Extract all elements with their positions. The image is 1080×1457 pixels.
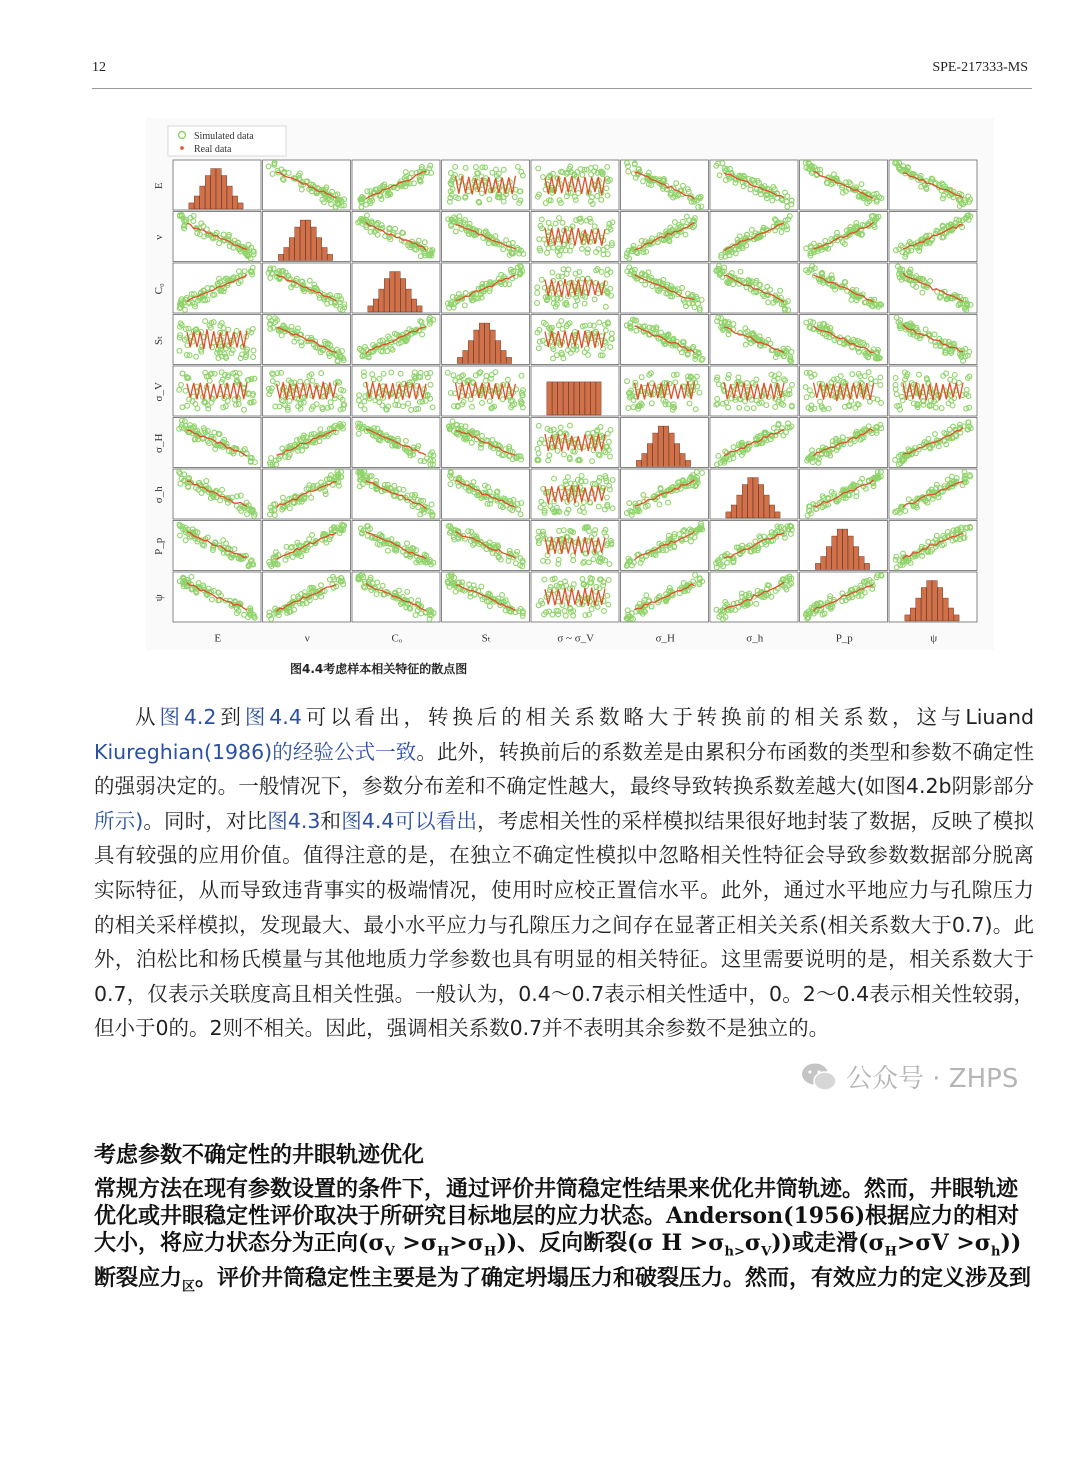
matrix-cell (710, 315, 798, 365)
histogram-bar (948, 608, 953, 621)
text-run: ))断裂应力 (94, 1230, 1022, 1292)
figure-link[interactable]: 图4.4 (244, 705, 302, 729)
histogram-bar (232, 196, 237, 209)
matrix-cell (710, 263, 798, 313)
histogram-bar (653, 433, 658, 466)
row-label: σ_H (153, 433, 165, 453)
column-label: σ ~ σ_V (557, 632, 595, 645)
histogram-bar (311, 227, 316, 260)
legend-real-label: Real data (194, 144, 232, 155)
histogram-bar (563, 382, 568, 415)
subscript: h> (724, 1244, 745, 1260)
matrix-cell (621, 315, 709, 365)
histogram-bar (916, 598, 921, 621)
histogram-bar (731, 505, 736, 518)
histogram-bar (284, 247, 289, 260)
histogram-bar (547, 382, 552, 415)
histogram-bar (938, 588, 943, 621)
figure-link[interactable]: 所示) (94, 808, 144, 833)
column-label: Sₜ (481, 632, 491, 645)
scatter-matrix-figure (146, 118, 994, 650)
reference-link[interactable]: Kiureghian(1986)的经验公式一致 (94, 739, 417, 764)
histogram-bar (295, 227, 300, 260)
histogram-bar (590, 382, 595, 415)
row-label: Sₜ (153, 335, 165, 345)
histogram-bar (932, 581, 937, 621)
histogram-bar (368, 306, 373, 312)
histogram-bar (395, 272, 400, 312)
matrix-cell (263, 315, 351, 365)
matrix-cell (710, 160, 798, 210)
header-rule (92, 88, 1032, 89)
histogram-bar (216, 169, 221, 209)
matrix-cell (173, 366, 261, 416)
histogram-bar (205, 176, 210, 209)
subscript: V (384, 1244, 395, 1260)
histogram-bar (506, 357, 511, 363)
row-label: σ_V (153, 382, 165, 402)
watermark (800, 1058, 1018, 1095)
histogram-bar (954, 615, 959, 621)
figure-link[interactable]: 图4.2 (159, 705, 217, 729)
matrix-cell (352, 469, 440, 519)
histogram-bar (211, 169, 216, 209)
text-run: ))、反向断裂(σ H >σ (496, 1230, 725, 1256)
matrix-cell (263, 366, 351, 416)
text-run: 可以看出，转换后的相关系数略大于转换前的相关系数，这与Liuand (301, 705, 1034, 729)
matrix-cell (621, 160, 709, 210)
histogram-bar (322, 247, 327, 260)
histogram-bar (373, 299, 378, 312)
figure-link[interactable]: 图4.4可以看出 (341, 808, 478, 833)
histogram-bar (726, 512, 731, 518)
histogram-bar (227, 186, 232, 209)
subscript: h (991, 1244, 1001, 1260)
matrix-cell (531, 572, 619, 622)
histogram-bar (222, 176, 227, 209)
matrix-cell (889, 418, 977, 468)
scatter-matrix-chart (146, 118, 994, 650)
matrix-cell (800, 212, 888, 262)
histogram-bar (401, 279, 406, 312)
histogram-bar (854, 547, 859, 570)
histogram-bar (289, 238, 294, 261)
body-paragraph (94, 700, 1034, 1046)
row-label: ν (153, 234, 165, 240)
legend-real-marker (180, 146, 184, 150)
matrix-cell (710, 212, 798, 262)
column-label: σ_H (655, 632, 675, 645)
histogram-bar (910, 608, 915, 621)
histogram-bar (764, 495, 769, 518)
histogram-bar (406, 289, 411, 312)
histogram-bar (552, 382, 557, 415)
histogram-bar (859, 556, 864, 569)
matrix-cell (889, 521, 977, 571)
histogram-bar (384, 279, 389, 312)
matrix-cell (352, 160, 440, 210)
histogram-bar (194, 196, 199, 209)
row-label: E (153, 182, 165, 190)
matrix-cell (800, 572, 888, 622)
histogram-bar (479, 323, 484, 363)
histogram-bar (753, 478, 758, 518)
matrix-cell (263, 572, 351, 622)
histogram-bar (496, 341, 501, 364)
matrix-cell (889, 366, 977, 416)
histogram-bar (390, 272, 395, 312)
histogram-bar (474, 330, 479, 363)
matrix-cell (621, 212, 709, 262)
text-run: 和 (320, 808, 342, 833)
histogram-bar (574, 382, 579, 415)
matrix-cell (263, 263, 351, 313)
matrix-cell (800, 366, 888, 416)
text-run: 。同时，对比 (143, 808, 268, 833)
histogram-bar (317, 238, 322, 261)
matrix-cell (531, 469, 619, 519)
histogram-bar (769, 505, 774, 518)
histogram-bar (748, 478, 753, 518)
chart-legend (168, 126, 286, 156)
matrix-cell (889, 572, 977, 622)
matrix-cell (531, 418, 619, 468)
histogram-bar (821, 556, 826, 569)
matrix-cell (442, 469, 530, 519)
row-label: ψ (153, 594, 165, 602)
document-code: SPE-217333-MS (932, 60, 1028, 75)
matrix-cell (352, 366, 440, 416)
histogram-bar (848, 536, 853, 569)
matrix-cell (173, 572, 261, 622)
text-run: 从 (135, 705, 160, 729)
histogram-bar (759, 485, 764, 518)
matrix-cell (352, 572, 440, 622)
figure-link[interactable]: 图4.3 (267, 808, 321, 833)
matrix-cell (710, 469, 798, 519)
histogram-bar (658, 426, 663, 466)
matrix-cell (621, 418, 709, 468)
section-heading: 考虑参数不确定性的井眼轨迹优化 (94, 1143, 425, 1168)
matrix-cells (173, 160, 977, 622)
histogram-bar (558, 382, 563, 415)
matrix-cell (889, 263, 977, 313)
histogram-bar (737, 495, 742, 518)
matrix-cell (889, 212, 977, 262)
matrix-cell (173, 521, 261, 571)
histogram-bar (647, 444, 652, 467)
column-label: Cₒ (391, 632, 403, 645)
matrix-cell (621, 469, 709, 519)
matrix-cell (800, 263, 888, 313)
histogram-bar (843, 529, 848, 569)
histogram-bar (636, 460, 641, 466)
histogram-bar (864, 563, 869, 569)
histogram-bar (596, 382, 601, 415)
paragraph-2 (94, 1176, 1038, 1301)
matrix-cell (352, 263, 440, 313)
matrix-cell (531, 315, 619, 365)
matrix-cell (352, 315, 440, 365)
matrix-cell (352, 212, 440, 262)
histogram-bar (943, 598, 948, 621)
histogram-bar (580, 382, 585, 415)
matrix-cell (531, 263, 619, 313)
matrix-cell (800, 160, 888, 210)
row-label: C₀ (153, 283, 165, 295)
histogram-bar (815, 563, 820, 569)
paragraph-1 (94, 700, 1034, 1046)
histogram-bar (327, 254, 332, 260)
watermark-text: 公众号 · ZHPS (846, 1064, 1019, 1094)
matrix-cell (710, 521, 798, 571)
histogram-bar (490, 330, 495, 363)
subscript: V (761, 1244, 772, 1260)
histogram-bar (921, 588, 926, 621)
subscript: H (484, 1244, 497, 1260)
matrix-cell (173, 263, 261, 313)
column-label: ψ (930, 632, 938, 645)
subscript: 区 (182, 1279, 196, 1295)
histogram-bar (585, 382, 590, 415)
histogram-bar (306, 220, 311, 260)
histogram-bar (485, 323, 490, 363)
matrix-cell (889, 315, 977, 365)
matrix-cell (442, 572, 530, 622)
matrix-cell (621, 263, 709, 313)
histogram-bar (501, 350, 506, 363)
matrix-cell (263, 521, 351, 571)
text-run: >σV >σ (896, 1230, 992, 1256)
matrix-cell (442, 315, 530, 365)
matrix-cell (889, 469, 977, 519)
matrix-cell (710, 572, 798, 622)
matrix-cell (800, 418, 888, 468)
row-label: σ_h (153, 486, 165, 504)
histogram-bar (300, 220, 305, 260)
matrix-cell (173, 418, 261, 468)
matrix-cell (173, 315, 261, 365)
histogram-bar (457, 357, 462, 363)
wechat-icon (800, 1061, 838, 1093)
matrix-cell (442, 418, 530, 468)
matrix-cell (442, 263, 530, 313)
histogram-bar (664, 426, 669, 466)
histogram-bar (468, 341, 473, 364)
matrix-cell (531, 521, 619, 571)
histogram-bar (417, 306, 422, 312)
text-run: 。此外，转换前后的系数差是由累积分布函数的类型和参数不确定性的强弱决定的。一般情况下，参数分布差和不确定性越大，最终导致转换系数差越大(如图4.2b阴影部分 (94, 739, 1034, 799)
text-run: 到 (216, 705, 245, 729)
matrix-cell (800, 469, 888, 519)
matrix-cell (173, 469, 261, 519)
matrix-cell (263, 469, 351, 519)
column-labels (214, 633, 937, 645)
matrix-cell (263, 160, 351, 210)
row-label: P_p (153, 537, 165, 555)
histogram-bar (669, 433, 674, 466)
matrix-cell (621, 366, 709, 416)
histogram-bar (238, 203, 243, 209)
matrix-cell (621, 521, 709, 571)
column-label: σ_h (746, 632, 764, 645)
matrix-cell (531, 160, 619, 210)
matrix-cell (442, 521, 530, 571)
legend-simulated-label: Simulated data (194, 131, 254, 142)
matrix-cell (352, 418, 440, 468)
subscript: H (884, 1244, 897, 1260)
matrix-cell (800, 521, 888, 571)
text-run: >σ (449, 1230, 485, 1256)
histogram-bar (200, 186, 205, 209)
histogram-bar (927, 581, 932, 621)
matrix-cell (173, 160, 261, 210)
matrix-cell (442, 366, 530, 416)
text-run: >σ (394, 1230, 438, 1256)
matrix-cell (173, 212, 261, 262)
matrix-cell (710, 366, 798, 416)
text-run: σ (744, 1230, 762, 1256)
histogram-bar (675, 444, 680, 467)
matrix-cell (442, 212, 530, 262)
histogram-bar (826, 547, 831, 570)
text-run: ，考虑相关性的采样模拟结果很好地封装了数据，反映了模拟具有较强的应用价值。值得注意的是，在独立不确定性模拟中忽略相关性特征会导致参数数据部分脱离实际特征，从而导致违背事实的极端情况，使用时应校正置信水平。此外，通过水平地应力与孔隙压力的相关采样模拟，发现最大、最小水平应力与孔隙压力之间存在显著正相关关系(相关系数大于0.7)。此外，泊松比和杨氏模量与其他地质力学参数也具有明显的相关特征。这里需要说明的是，相关系数大于0.7，仅表示关联度高且相关性强。一般认为，0.4～0.7表示相关性适中，0。2～0.4表示相关性较弱，但小于0的。2则不相关。因此，强调相关系数0.7并不表明其余参数不是独立的。 (94, 808, 1034, 1041)
matrix-cell (710, 418, 798, 468)
matrix-cell (352, 521, 440, 571)
matrix-cell (889, 160, 977, 210)
histogram-bar (837, 529, 842, 569)
column-label: E (214, 632, 222, 645)
histogram-bar (569, 382, 574, 415)
histogram-bar (463, 350, 468, 363)
matrix-cell (263, 212, 351, 262)
matrix-cell (442, 160, 530, 210)
histogram-bar (189, 203, 194, 209)
histogram-bar (642, 453, 647, 466)
subscript: H (437, 1244, 450, 1260)
histogram-bar (685, 460, 690, 466)
histogram-bar (905, 615, 910, 621)
text-run: ))或走滑(σ (771, 1230, 885, 1256)
histogram-bar (680, 453, 685, 466)
histogram-bar (379, 289, 384, 312)
histogram-bar (832, 536, 837, 569)
row-labels (153, 182, 165, 601)
matrix-cell (531, 366, 619, 416)
figure-caption: 图4.4考虑样本相关特征的散点图 (290, 662, 468, 676)
text-run: 常规方法在现有参数设置的条件下，通过评价井筒稳定性结果来优化井筒轨迹。然而，井眼轨迹优化或井眼稳定性评价取决于所研究目标地层的应力状态。Anderson(1956)根据应力的相对大小，将应力状态分为正向(σ (94, 1176, 1020, 1256)
histogram-bar (742, 485, 747, 518)
histogram-bar (278, 254, 283, 260)
histogram-bar (775, 512, 780, 518)
matrix-cell (800, 315, 888, 365)
column-label: ν (304, 632, 310, 645)
column-label: P_p (835, 632, 853, 645)
matrix-cell (621, 572, 709, 622)
matrix-cell (531, 212, 619, 262)
page-number: 12 (92, 60, 106, 75)
matrix-cell (263, 418, 351, 468)
text-run: 。评价井筒稳定性主要是为了确定坍塌压力和破裂压力。然而，有效应力的定义涉及到 (195, 1265, 1032, 1292)
histogram-bar (411, 299, 416, 312)
